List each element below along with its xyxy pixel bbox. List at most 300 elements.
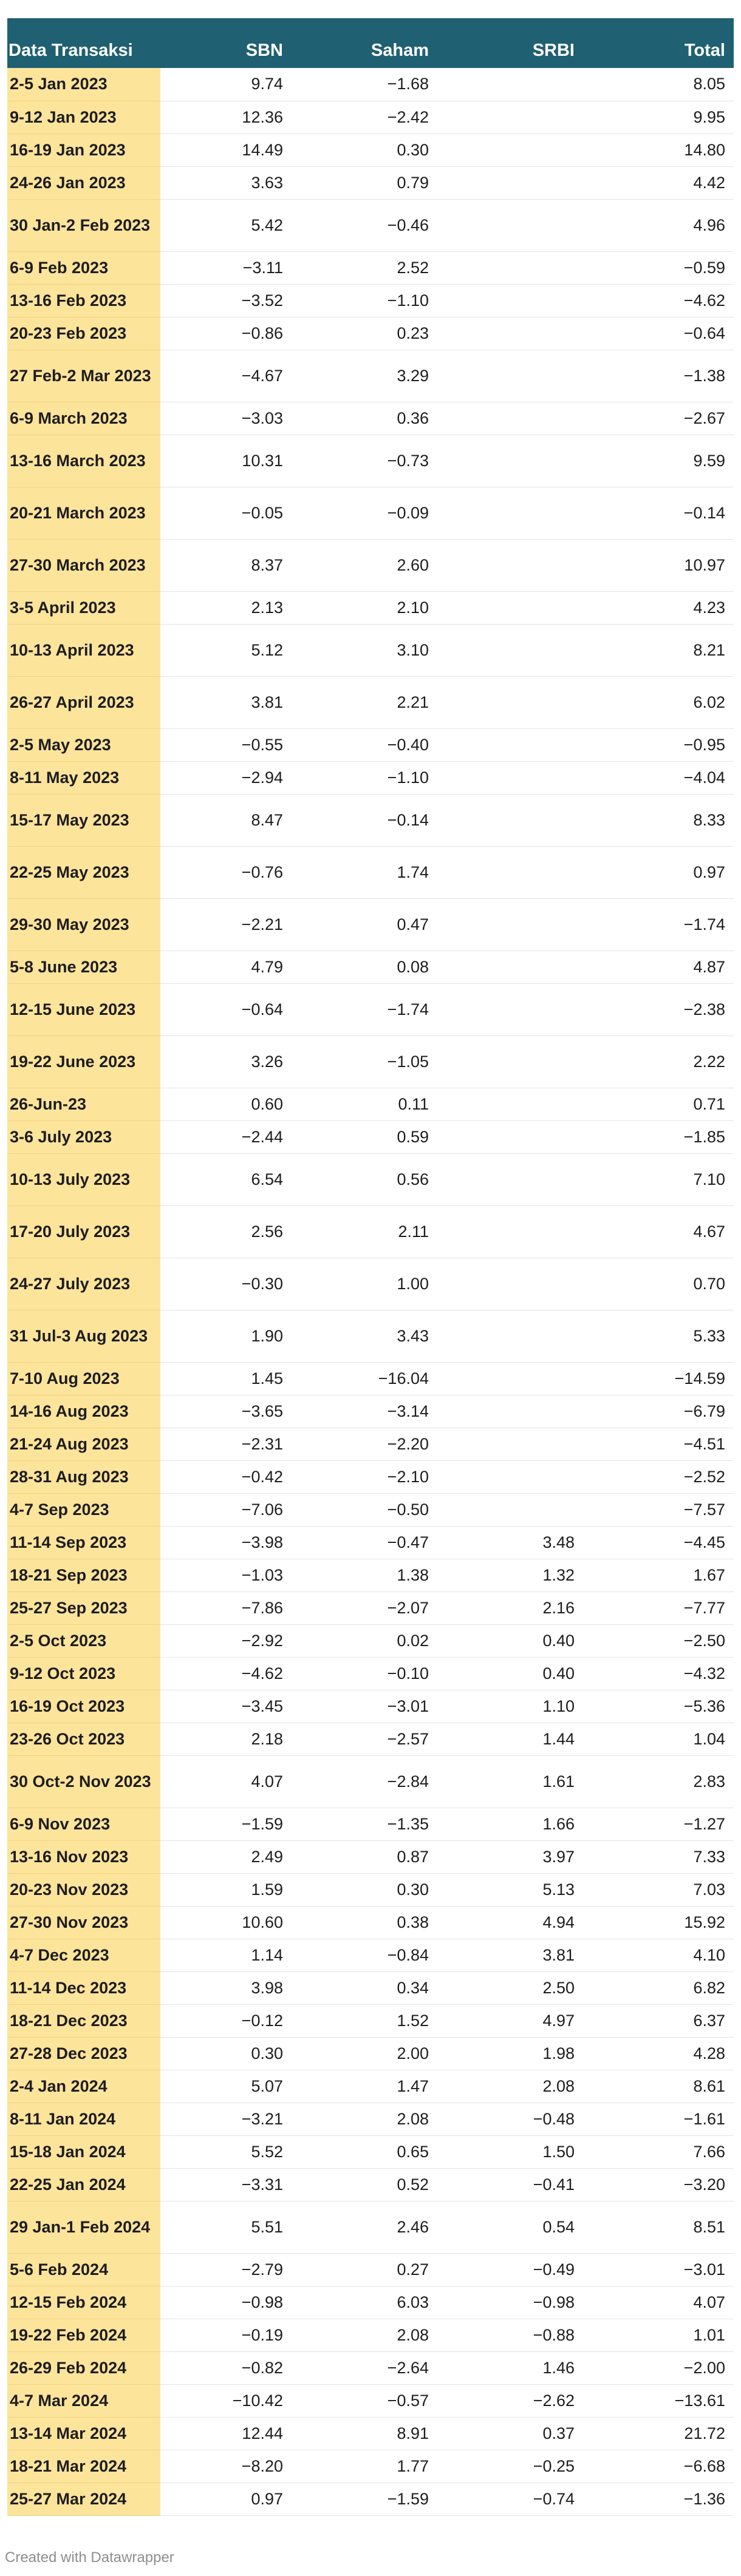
saham-cell: 0.38 [292,1906,437,1939]
table-row [7,898,734,951]
srbi-cell: 1.46 [437,2351,583,2384]
sbn-cell: 2.56 [160,1205,292,1258]
sbn-cell: 5.12 [160,624,292,676]
srbi-cell [437,624,583,676]
srbi-cell [437,101,583,134]
sbn-cell: −7.06 [160,1493,292,1526]
sbn-cell: 2.18 [160,1723,292,1755]
total-cell: −2.50 [583,1624,734,1657]
total-cell: 4.28 [583,2037,734,2070]
total-cell: 8.33 [583,794,734,846]
total-cell: −1.74 [583,898,734,951]
row-label: 6-9 Feb 2023 [7,251,160,284]
row-label: 9-12 Jan 2023 [7,101,160,134]
sbn-cell: 3.81 [160,676,292,728]
total-cell: −1.38 [583,350,734,402]
saham-cell: 3.10 [292,624,437,676]
total-cell: 7.03 [583,1873,734,1906]
total-cell: −1.27 [583,1808,734,1840]
row-label: 25-27 Sep 2023 [7,1591,160,1624]
table-row [7,101,734,134]
sbn-cell: 14.49 [160,134,292,166]
srbi-cell [437,1493,583,1526]
table-row [7,2351,734,2384]
srbi-cell: 1.32 [437,1559,583,1591]
table-row [7,951,734,983]
srbi-cell [437,1120,583,1153]
table-row [7,350,734,402]
table-row [7,199,734,251]
total-cell: 6.82 [583,1971,734,2004]
total-cell: 5.33 [583,1310,734,1362]
saham-cell: 2.10 [292,591,437,624]
srbi-cell [437,1035,583,1088]
sbn-cell: −3.52 [160,284,292,317]
table-row [7,1493,734,1526]
srbi-cell [437,199,583,251]
row-label: 2-5 Jan 2023 [7,68,160,101]
saham-cell: 0.27 [292,2253,437,2286]
row-label: 26-Jun-23 [7,1088,160,1120]
sbn-cell: 3.98 [160,1971,292,2004]
row-label: 11-14 Sep 2023 [7,1526,160,1559]
row-label: 6-9 Nov 2023 [7,1808,160,1840]
srbi-cell: −0.49 [437,2253,583,2286]
srbi-cell [437,68,583,101]
total-cell: 4.10 [583,1939,734,1971]
transaction-table [7,18,734,2516]
saham-cell: −0.10 [292,1657,437,1690]
sbn-cell: −3.31 [160,2168,292,2201]
table-row [7,1526,734,1559]
srbi-cell: 1.66 [437,1808,583,1840]
saham-cell: −2.20 [292,1428,437,1460]
total-cell: −0.14 [583,487,734,539]
table-body [7,68,734,2515]
srbi-cell: −0.74 [437,2483,583,2515]
row-label: 26-27 April 2023 [7,676,160,728]
row-label: 16-19 Jan 2023 [7,134,160,166]
table-row [7,251,734,284]
sbn-cell: −2.21 [160,898,292,951]
row-label: 11-14 Dec 2023 [7,1971,160,2004]
sbn-cell: 0.97 [160,2483,292,2515]
sbn-cell: −0.42 [160,1460,292,1493]
saham-cell: 1.52 [292,2004,437,2037]
sbn-cell: 1.90 [160,1310,292,1362]
saham-cell: 0.52 [292,2168,437,2201]
sbn-cell: −0.82 [160,2351,292,2384]
table-row [7,1755,734,1808]
saham-cell: −2.07 [292,1591,437,1624]
total-cell: −2.67 [583,402,734,435]
srbi-cell: 0.37 [437,2417,583,2450]
sbn-cell: −2.44 [160,1120,292,1153]
table-row [7,166,734,199]
row-label: 27 Feb-2 Mar 2023 [7,350,160,402]
total-cell: −1.85 [583,1120,734,1153]
table-row [7,1840,734,1873]
srbi-cell [437,251,583,284]
sbn-cell: −0.64 [160,983,292,1035]
srbi-cell [437,350,583,402]
sbn-cell: 2.13 [160,591,292,624]
saham-cell: 0.59 [292,1120,437,1153]
total-cell: 2.22 [583,1035,734,1088]
column-header-srbi[interactable]: SRBI [437,18,583,68]
total-cell: 4.23 [583,591,734,624]
total-cell: 1.67 [583,1559,734,1591]
table-row [7,2450,734,2483]
srbi-cell: −2.62 [437,2384,583,2417]
total-cell: 9.59 [583,435,734,487]
sbn-cell: −3.21 [160,2103,292,2135]
total-cell: −4.45 [583,1526,734,1559]
table-row [7,794,734,846]
srbi-cell: 2.16 [437,1591,583,1624]
total-cell: 9.95 [583,101,734,134]
table-row [7,1690,734,1723]
srbi-cell: 5.13 [437,1873,583,1906]
saham-cell: −1.68 [292,68,437,101]
sbn-cell: −1.59 [160,1808,292,1840]
srbi-cell: 1.98 [437,2037,583,2070]
sbn-cell: 3.26 [160,1035,292,1088]
sbn-cell: −3.65 [160,1395,292,1428]
srbi-cell: 0.40 [437,1624,583,1657]
sbn-cell: 12.36 [160,101,292,134]
srbi-cell: −0.25 [437,2450,583,2483]
srbi-cell [437,435,583,487]
total-cell: 7.33 [583,1840,734,1873]
saham-cell: 2.08 [292,2103,437,2135]
saham-cell: 0.65 [292,2135,437,2168]
total-cell: −0.59 [583,251,734,284]
total-cell: −2.00 [583,2351,734,2384]
row-label: 6-9 March 2023 [7,402,160,435]
row-label: 27-30 Nov 2023 [7,1906,160,1939]
sbn-cell: −2.79 [160,2253,292,2286]
sbn-cell: 5.07 [160,2070,292,2103]
saham-cell: 2.52 [292,251,437,284]
saham-cell: −2.64 [292,2351,437,2384]
total-cell: 6.37 [583,2004,734,2037]
saham-cell: 1.38 [292,1559,437,1591]
table-row [7,2384,734,2417]
total-cell: 7.66 [583,2135,734,2168]
srbi-cell [437,1362,583,1395]
sbn-cell: −0.76 [160,846,292,898]
saham-cell: −0.46 [292,199,437,251]
sbn-cell: −1.03 [160,1559,292,1591]
row-label: 15-18 Jan 2024 [7,2135,160,2168]
srbi-cell [437,1205,583,1258]
row-label: 3-6 July 2023 [7,1120,160,1153]
sbn-cell: 1.59 [160,1873,292,1906]
srbi-cell [437,846,583,898]
table-row [7,2168,734,2201]
table-row [7,2004,734,2037]
srbi-cell [437,317,583,350]
sbn-cell: −7.86 [160,1591,292,1624]
row-label: 5-6 Feb 2024 [7,2253,160,2286]
table-row [7,402,734,435]
saham-cell: 0.56 [292,1153,437,1205]
row-label: 30 Jan-2 Feb 2023 [7,199,160,251]
table-row [7,1657,734,1690]
sbn-cell: −2.31 [160,1428,292,1460]
srbi-cell [437,487,583,539]
srbi-cell [437,983,583,1035]
row-label: 13-16 Nov 2023 [7,1840,160,1873]
table-row [7,284,734,317]
total-cell: −0.64 [583,317,734,350]
sbn-cell: −3.98 [160,1526,292,1559]
row-label: 4-7 Dec 2023 [7,1939,160,1971]
saham-cell: −3.14 [292,1395,437,1428]
saham-cell: −0.73 [292,435,437,487]
srbi-cell: 2.50 [437,1971,583,2004]
column-header-sbn[interactable]: SBN [160,18,292,68]
table-row [7,983,734,1035]
saham-cell: 1.77 [292,2450,437,2483]
total-cell: −0.95 [583,728,734,761]
saham-cell: −0.84 [292,1939,437,1971]
row-label: 28-31 Aug 2023 [7,1460,160,1493]
table-row [7,1906,734,1939]
sbn-cell: −0.86 [160,317,292,350]
table-row [7,1088,734,1120]
table-row [7,1624,734,1657]
saham-cell: 2.46 [292,2201,437,2253]
saham-cell: −1.74 [292,983,437,1035]
srbi-cell: 4.94 [437,1906,583,1939]
row-label: 22-25 May 2023 [7,846,160,898]
table-row [7,1971,734,2004]
saham-cell: −1.59 [292,2483,437,2515]
total-cell: 0.70 [583,1258,734,1310]
saham-cell: 0.79 [292,166,437,199]
srbi-cell: −0.41 [437,2168,583,2201]
saham-cell: −0.40 [292,728,437,761]
row-label: 2-4 Jan 2024 [7,2070,160,2103]
column-header-data-transaksi[interactable]: Data Transaksi [7,18,160,68]
row-label: 31 Jul-3 Aug 2023 [7,1310,160,1362]
row-label: 13-16 Feb 2023 [7,284,160,317]
total-cell: 1.04 [583,1723,734,1755]
sbn-cell: 5.52 [160,2135,292,2168]
row-label: 2-5 May 2023 [7,728,160,761]
sbn-cell: 10.60 [160,1906,292,1939]
table-row [7,1939,734,1971]
row-label: 13-14 Mar 2024 [7,2417,160,2450]
total-cell: 8.21 [583,624,734,676]
sbn-cell: −0.05 [160,487,292,539]
sbn-cell: −3.45 [160,1690,292,1723]
table-row [7,68,734,101]
row-label: 20-21 March 2023 [7,487,160,539]
table-row [7,2201,734,2253]
sbn-cell: −3.03 [160,402,292,435]
saham-cell: 0.34 [292,1971,437,2004]
sbn-cell: 2.49 [160,1840,292,1873]
table-row [7,435,734,487]
table-row [7,1035,734,1088]
row-label: 14-16 Aug 2023 [7,1395,160,1428]
saham-cell: 1.74 [292,846,437,898]
sbn-cell: 5.51 [160,2201,292,2253]
sbn-cell: −0.12 [160,2004,292,2037]
total-cell: −2.38 [583,983,734,1035]
sbn-cell: 5.42 [160,199,292,251]
table-row [7,1428,734,1460]
row-label: 25-27 Mar 2024 [7,2483,160,2515]
table-row [7,676,734,728]
column-header-total[interactable]: Total [583,18,734,68]
saham-cell: 2.11 [292,1205,437,1258]
table-row [7,2417,734,2450]
sbn-cell: −8.20 [160,2450,292,2483]
saham-cell: 0.47 [292,898,437,951]
saham-cell: −0.14 [292,794,437,846]
table-header [7,18,734,68]
sbn-cell: 12.44 [160,2417,292,2450]
header-row [7,18,734,68]
table-row [7,1362,734,1395]
row-label: 10-13 April 2023 [7,624,160,676]
total-cell: 4.96 [583,199,734,251]
srbi-cell [437,728,583,761]
total-cell: 6.02 [583,676,734,728]
row-label: 18-21 Dec 2023 [7,2004,160,2037]
table-row [7,1873,734,1906]
saham-cell: 0.36 [292,402,437,435]
saham-cell: −2.57 [292,1723,437,1755]
table-row [7,728,734,761]
saham-cell: −2.10 [292,1460,437,1493]
sbn-cell: −4.67 [160,350,292,402]
saham-cell: 1.00 [292,1258,437,1310]
total-cell: 1.01 [583,2319,734,2351]
srbi-cell [437,591,583,624]
total-cell: 4.07 [583,2286,734,2319]
sbn-cell: 1.14 [160,1939,292,1971]
total-cell: 8.61 [583,2070,734,2103]
saham-cell: 0.02 [292,1624,437,1657]
table-row [7,846,734,898]
total-cell: 4.42 [583,166,734,199]
column-header-saham[interactable]: Saham [292,18,437,68]
total-cell: −3.01 [583,2253,734,2286]
saham-cell: −0.57 [292,2384,437,2417]
saham-cell: 0.11 [292,1088,437,1120]
table-row [7,591,734,624]
row-label: 10-13 July 2023 [7,1153,160,1205]
saham-cell: −16.04 [292,1362,437,1395]
saham-cell: −2.42 [292,101,437,134]
srbi-cell: 1.61 [437,1755,583,1808]
row-label: 8-11 May 2023 [7,761,160,794]
srbi-cell [437,402,583,435]
table-row [7,1723,734,1755]
srbi-cell: 1.10 [437,1690,583,1723]
sbn-cell: 10.31 [160,435,292,487]
row-label: 24-26 Jan 2023 [7,166,160,199]
saham-cell: 2.21 [292,676,437,728]
row-label: 26-29 Feb 2024 [7,2351,160,2384]
table-row [7,317,734,350]
total-cell: −4.32 [583,1657,734,1690]
sbn-cell: 4.79 [160,951,292,983]
srbi-cell [437,134,583,166]
table-row [7,1310,734,1362]
row-label: 19-22 June 2023 [7,1035,160,1088]
srbi-cell: 4.97 [437,2004,583,2037]
table-row [7,539,734,591]
row-label: 2-5 Oct 2023 [7,1624,160,1657]
total-cell: −4.62 [583,284,734,317]
table-row [7,134,734,166]
table-row [7,487,734,539]
table-row [7,2319,734,2351]
row-label: 27-30 March 2023 [7,539,160,591]
saham-cell: −1.05 [292,1035,437,1088]
row-label: 29 Jan-1 Feb 2024 [7,2201,160,2253]
srbi-cell: 3.48 [437,1526,583,1559]
sbn-cell: 8.37 [160,539,292,591]
srbi-cell [437,1258,583,1310]
row-label: 15-17 May 2023 [7,794,160,846]
sbn-cell: 0.60 [160,1088,292,1120]
row-label: 18-21 Sep 2023 [7,1559,160,1591]
srbi-cell [437,284,583,317]
srbi-cell: −0.98 [437,2286,583,2319]
total-cell: 8.05 [583,68,734,101]
sbn-cell: 9.74 [160,68,292,101]
table-row [7,2103,734,2135]
srbi-cell [437,1088,583,1120]
table-row [7,1591,734,1624]
saham-cell: 0.23 [292,317,437,350]
saham-cell: 0.30 [292,134,437,166]
total-cell: 4.87 [583,951,734,983]
srbi-cell [437,676,583,728]
srbi-cell: 1.50 [437,2135,583,2168]
saham-cell: −3.01 [292,1690,437,1723]
saham-cell: −1.10 [292,761,437,794]
row-label: 13-16 March 2023 [7,435,160,487]
datawrapper-credit: Created with Datawrapper [5,2549,174,2566]
saham-cell: 3.29 [292,350,437,402]
srbi-cell: 3.97 [437,1840,583,1873]
total-cell: 0.97 [583,846,734,898]
total-cell: −2.52 [583,1460,734,1493]
total-cell: −7.77 [583,1591,734,1624]
total-cell: −7.57 [583,1493,734,1526]
row-label: 9-12 Oct 2023 [7,1657,160,1690]
sbn-cell: −3.11 [160,251,292,284]
srbi-cell [437,898,583,951]
total-cell: 2.83 [583,1755,734,1808]
srbi-cell: 2.08 [437,2070,583,2103]
saham-cell: −0.09 [292,487,437,539]
row-label: 27-28 Dec 2023 [7,2037,160,2070]
srbi-cell [437,794,583,846]
sbn-cell: −4.62 [160,1657,292,1690]
row-label: 17-20 July 2023 [7,1205,160,1258]
total-cell: 15.92 [583,1906,734,1939]
row-label: 7-10 Aug 2023 [7,1362,160,1395]
